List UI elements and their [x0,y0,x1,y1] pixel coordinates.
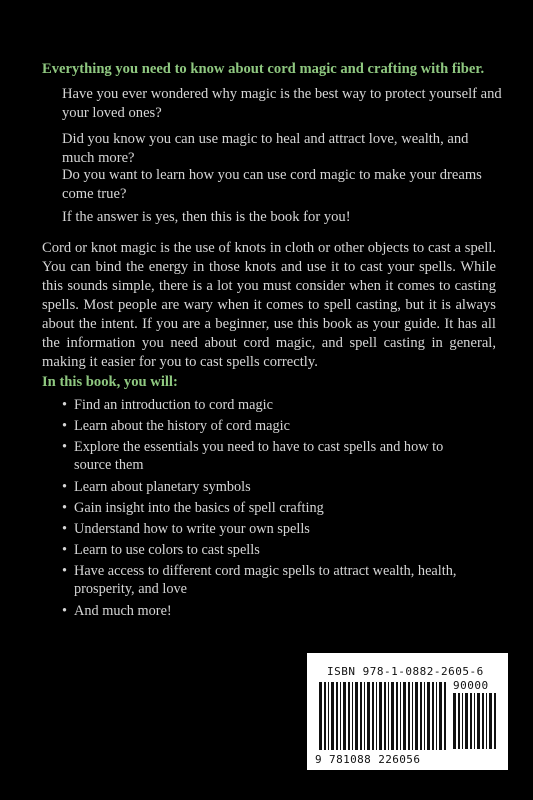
barcode-bar [331,682,334,750]
bullet-icon: • [62,499,68,516]
barcode-bar [372,682,374,750]
list-item: • Understand how to write your own spells [62,520,310,537]
barcode-bar [489,693,492,749]
barcode-bar [343,682,346,750]
list-heading: In this book, you will: [42,374,178,390]
barcode-bar [415,682,418,750]
barcode-bar [439,682,442,750]
barcode-bar [324,682,326,750]
list-item: • Find an introduction to cord magic [62,397,273,413]
barcode-bar [420,682,422,750]
addon-code: 90000 [453,679,489,692]
barcode-bar [360,682,362,750]
barcode-bar [424,682,425,750]
feature-list [62,396,462,623]
barcode-bar [444,682,446,750]
barcode-bar [477,693,480,749]
barcode-bar [432,682,434,750]
question-3: Do you want to learn how you can use cord magic to make your dreams come true? [62,167,482,202]
barcode-bars [319,682,449,752]
barcode-bar [465,693,468,749]
barcode-bar [470,693,472,749]
question-2: Did you know you can use magic to heal and attract love, wealth, and much more? [62,131,469,166]
barcode-bar [403,682,406,750]
bullet-icon: • [62,439,68,456]
barcode-bar [364,682,365,750]
list-item: • Gain insight into the basics of spell crafting [62,499,324,516]
list-item: • Learn about planetary symbols [62,478,251,495]
barcode-bar [336,682,338,750]
barcode-bar [482,693,484,749]
bullet-icon: • [62,602,68,619]
barcode-bar [436,682,437,750]
barcode-bar [348,682,350,750]
barcode-bar [400,682,401,750]
addon-barcode-bars [453,693,501,749]
isbn-barcode [307,653,508,770]
barcode-bar [427,682,430,750]
barcode-bar [376,682,377,750]
list-item: • Explore the essentials you need to have to cast spells and how to source them [62,439,444,474]
barcode-bar [319,682,322,750]
barcode-bar [462,693,463,749]
barcode-bar [453,693,456,749]
barcode-bar [494,693,496,749]
barcode-digits: 9 781088 226056 [315,753,421,766]
list-item: • Learn to use colors to cast spells [62,542,260,559]
bullet-icon: • [62,478,68,495]
list-item: • Have access to different cord magic spells to attract wealth, health, prosperity, and love [62,563,457,598]
cover-heading: Everything you need to know about cord magic and crafting with fiber. [42,61,485,77]
barcode-bar [384,682,386,750]
barcode-bar [458,693,460,749]
list-item: • And much more! [62,602,172,619]
barcode-bar [355,682,358,750]
bullet-icon: • [62,418,68,435]
bullet-icon: • [62,520,68,537]
list-item: • Learn about the history of cord magic [62,418,290,435]
barcode-bar [328,682,329,750]
barcode-bar [408,682,410,750]
barcode-bar [379,682,382,750]
question-1: Have you ever wondered why magic is the best way to protect yourself and your loved ones? [62,86,502,121]
barcode-bar [474,693,475,749]
bullet-icon: • [62,542,68,559]
question-4: If the answer is yes, then this is the book for you! [62,209,351,225]
bullet-icon: • [62,397,68,413]
barcode-bar [486,693,487,749]
barcode-bar [412,682,413,750]
barcode-bar [340,682,341,750]
barcode-bar [388,682,389,750]
barcode-bar [367,682,370,750]
intro-paragraph: Cord or knot magic is the use of knots in cloth or other objects to cast a spell. You can bind the energy in those knots and use it to cast your spells. While this sounds simple, there is a lot you must consider when it comes to casting spells. Most people are wary when it comes to spell casting, but it is always about the intent. If you are a beginner, use this book as your guide. It has all the information you need about cord magic, and spell casting in general, making it easier for you to cast spells correctly. [42,240,496,370]
isbn-label: ISBN 978-1-0882-2605-6 [327,665,484,678]
barcode-bar [396,682,398,750]
barcode-bar [352,682,353,750]
bullet-icon: • [62,563,68,580]
barcode-bar [391,682,394,750]
